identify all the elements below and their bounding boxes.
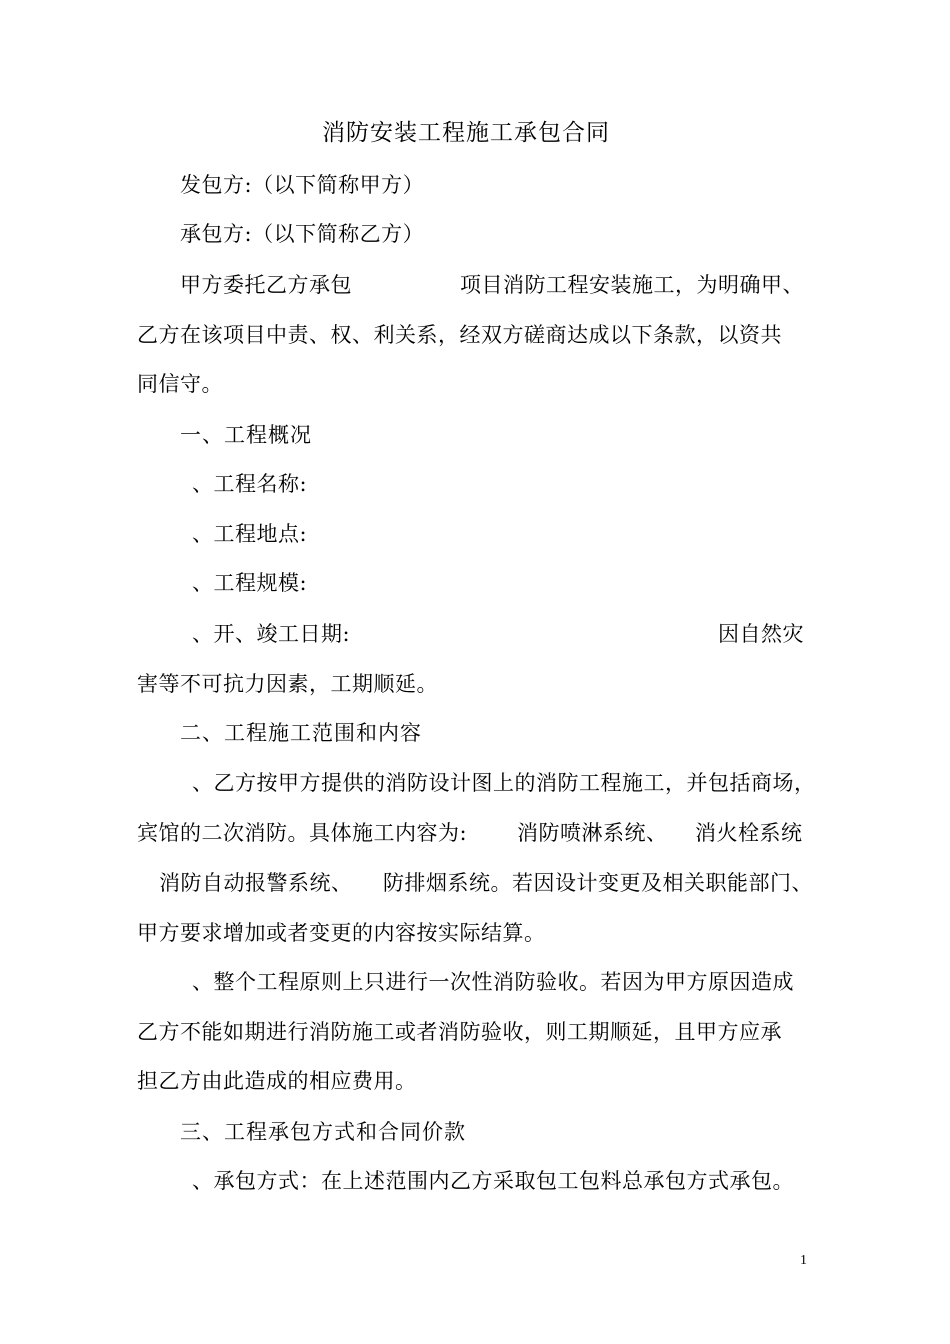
document-title: 消防安装工程施工承包合同 (322, 120, 610, 146)
project-name-item: 、工程名称: (192, 472, 308, 496)
intro-line-1b: 项目消防工程安装施工，为明确甲、 (460, 273, 804, 297)
scope-para-2-line-1: 、整个工程原则上只进行一次性消防验收。若因为甲方原因造成 (192, 970, 794, 994)
scope-para-1-line-3a: 消防自动报警系统、 (159, 871, 353, 895)
section-3-heading: 三、工程承包方式和合同价款 (180, 1120, 466, 1144)
section-2-heading: 二、工程施工范围和内容 (180, 721, 422, 745)
contractor-line: 承包方:（以下简称乙方） (180, 222, 425, 246)
page-number: 1 (800, 1253, 807, 1268)
scope-para-1-line-2b: 消防喷淋系统、 (517, 821, 668, 845)
scope-para-1-line-4: 甲方要求增加或者变更的内容按实际结算。 (137, 921, 546, 945)
intro-line-3: 同信守。 (137, 372, 223, 396)
project-location-item: 、工程地点: (192, 522, 308, 546)
scope-para-1-line-3b: 防排烟系统。若因设计变更及相关职能部门、 (383, 871, 813, 895)
scope-para-2-line-2: 乙方不能如期进行消防施工或者消防验收，则工期顺延，且甲方应承 (137, 1020, 782, 1044)
project-dates-tail: 因自然灾 (718, 622, 804, 646)
intro-line-2: 乙方在该项目中责、权、利关系，经双方磋商达成以下条款，以资共 (137, 323, 782, 347)
scope-para-1-line-2a: 宾馆的二次消防。具体施工内容为: (137, 821, 468, 845)
intro-line-1a: 甲方委托乙方承包 (180, 273, 352, 297)
scope-para-2-line-3: 担乙方由此造成的相应费用。 (137, 1069, 417, 1093)
scope-para-1-line-2c: 消火栓系统 (695, 821, 803, 845)
contract-method-item: 、承包方式：在上述范围内乙方采取包工包料总承包方式承包。 (192, 1169, 794, 1193)
scope-para-1-line-1: 、乙方按甲方提供的消防设计图上的消防工程施工，并包括商场， (192, 771, 816, 795)
project-dates-item: 、开、竣工日期: (192, 622, 351, 646)
project-dates-line-2: 害等不可抗力因素，工期顺延。 (137, 672, 438, 696)
section-1-heading: 一、工程概况 (180, 423, 312, 447)
project-scale-item: 、工程规模: (192, 571, 308, 595)
employer-line: 发包方:（以下简称甲方） (180, 173, 425, 197)
